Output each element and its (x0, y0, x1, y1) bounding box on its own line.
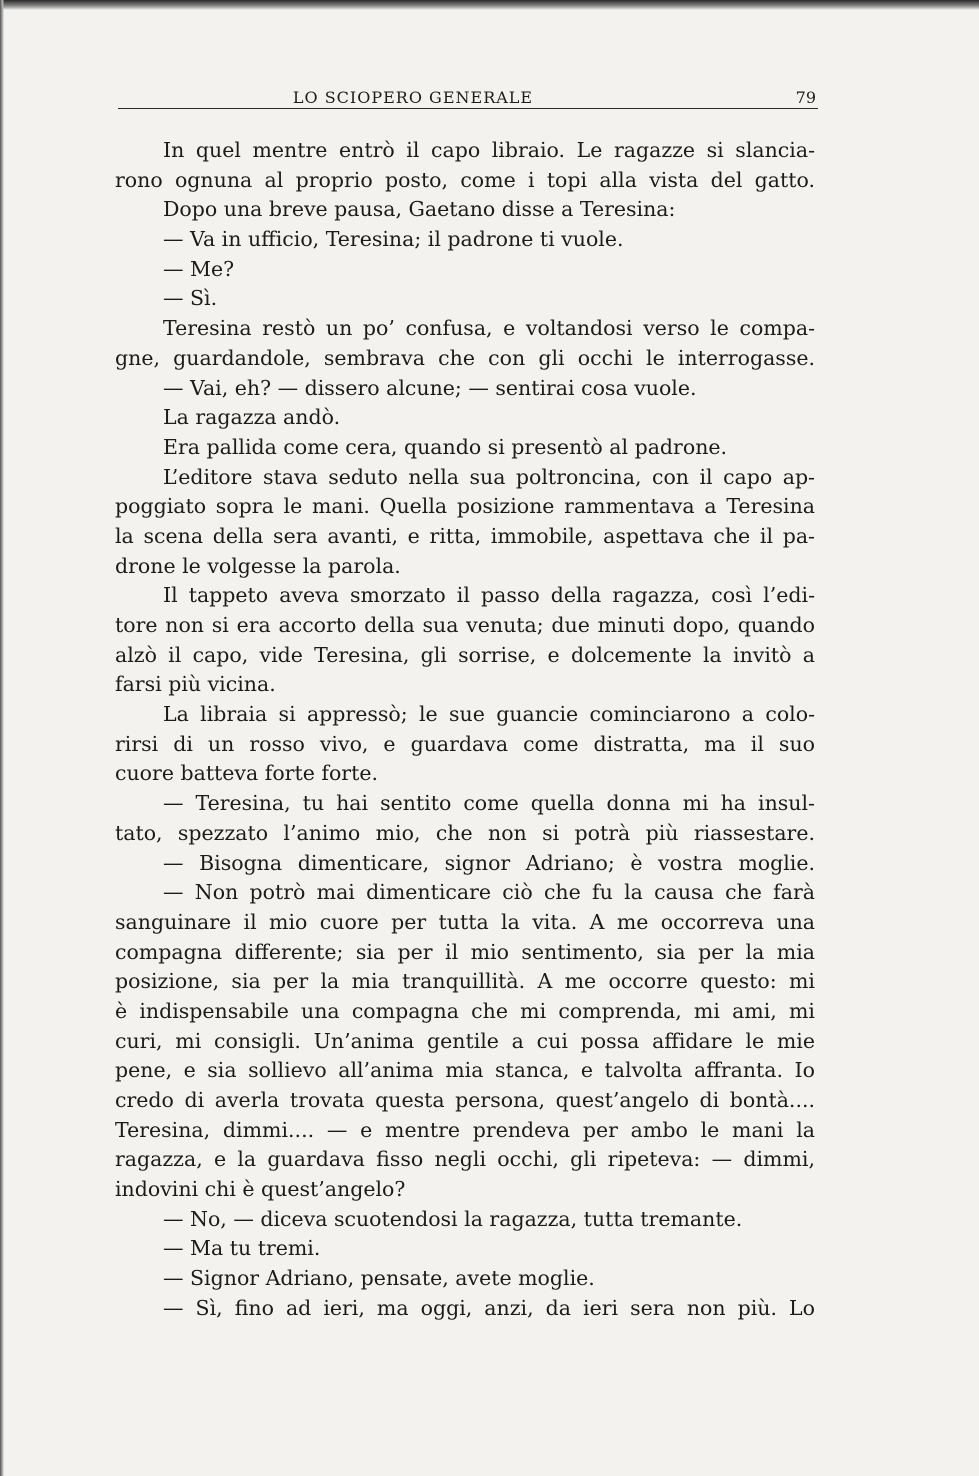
text-line: curi, mi consigli. Un’anima gentile a cui possa affidare le mie (115, 1028, 815, 1053)
text-line: La ragazza andò. (163, 405, 341, 430)
text-line: Dopo una breve pausa, Gaetano disse a Teresina: (163, 197, 676, 222)
text-line: rirsi di un rosso vivo, e guardava come distratta, ma il suo (115, 731, 815, 756)
text-line: — Non potrò mai dimenticare ciò che fu la causa che farà (163, 880, 815, 905)
text-line: — Me? (163, 256, 235, 281)
text-line: rono ognuna al proprio posto, come i topi alla vista del gatto. (115, 167, 815, 192)
text-line: — Signor Adriano, pensate, avete moglie. (163, 1266, 595, 1291)
text-line: poggiato sopra le mani. Quella posizione rammentava a Teresina (115, 494, 815, 519)
text-line: — Teresina, tu hai sentito come quella donna mi ha insul- (163, 791, 815, 816)
header-rule (118, 108, 818, 109)
text-line: — Bisogna dimenticare, signor Adriano; è vostra moglie. (163, 850, 815, 875)
text-line: drone le volgesse la parola. (115, 553, 401, 578)
text-line: L’editore stava seduto nella sua poltroncina, con il capo ap- (163, 464, 815, 489)
body-text (115, 136, 815, 1324)
text-line: cuore batteva forte forte. (115, 761, 378, 786)
text-line: Teresina, dimmi.... — e mentre prendeva per ambo le mani la (115, 1117, 815, 1142)
text-line: Era pallida come cera, quando si presentò al padrone. (163, 434, 728, 459)
text-line: posizione, sia per la mia tranquillità. A me occorre questo: mi (115, 969, 815, 994)
text-line: pene, e sia sollievo all’anima mia stanca, e talvolta affranta. Io (115, 1058, 815, 1083)
text-line: — Va in ufficio, Teresina; il padrone ti vuole. (163, 227, 624, 252)
text-line: credo di averla trovata questa persona, quest’angelo di bontà.... (115, 1088, 815, 1112)
text-line: — Sì. (163, 286, 218, 311)
text-line: — Sì, fino ad ieri, ma oggi, anzi, da ieri sera non più. Lo (163, 1295, 815, 1320)
text-line: sanguinare il mio cuore per tutta la vita. A me occorreva una (115, 909, 815, 934)
text-line: indovini chi è quest’angelo? (115, 1177, 406, 1202)
page-number: 79 (795, 88, 816, 107)
text-line: farsi più vicina. (115, 672, 276, 697)
text-line: La libraia si appressò; le sue guancie cominciarono a colo- (163, 702, 815, 727)
text-line: alzò il capo, vide Teresina, gli sorrise, e dolcemente la invitò a (115, 642, 815, 667)
text-line: — Vai, eh? — dissero alcune; — sentirai cosa vuole. (163, 375, 697, 400)
scan-top-edge (0, 0, 979, 10)
text-line: In quel mentre entrò il capo libraio. Le ragazze si slancia- (163, 138, 815, 162)
text-line: gne, guardandole, sembrava che con gli occhi le interrogasse. (115, 345, 815, 370)
page-header (118, 84, 818, 112)
text-line: la scena della sera avanti, e ritta, immobile, aspettava che il pa- (115, 523, 815, 548)
text-line: compagna differente; sia per il mio sentimento, sia per la mia (115, 939, 815, 964)
text-line: tato, spezzato l’animo mio, che non si potrà più riassestare. (115, 820, 815, 845)
text-line: Il tappeto aveva smorzato il passo della ragazza, così l’edi- (163, 583, 815, 608)
text-line: è indispensabile una compagna che mi comprenda, mi ami, mi (115, 998, 815, 1023)
text-line: ragazza, e la guardava fisso negli occhi, gli ripeteva: — dimmi, (115, 1147, 815, 1172)
text-line: — No, — diceva scuotendosi la ragazza, tutta tremante. (163, 1206, 743, 1231)
scan-left-edge (0, 0, 4, 1476)
running-title: LO SCIOPERO GENERALE (292, 88, 534, 107)
text-line: — Ma tu tremi. (163, 1236, 321, 1261)
text-line: tore non si era accorto della sua venuta; due minuti dopo, quando (115, 613, 815, 637)
text-line: Teresina restò un po’ confusa, e voltandosi verso le compa- (163, 316, 815, 341)
